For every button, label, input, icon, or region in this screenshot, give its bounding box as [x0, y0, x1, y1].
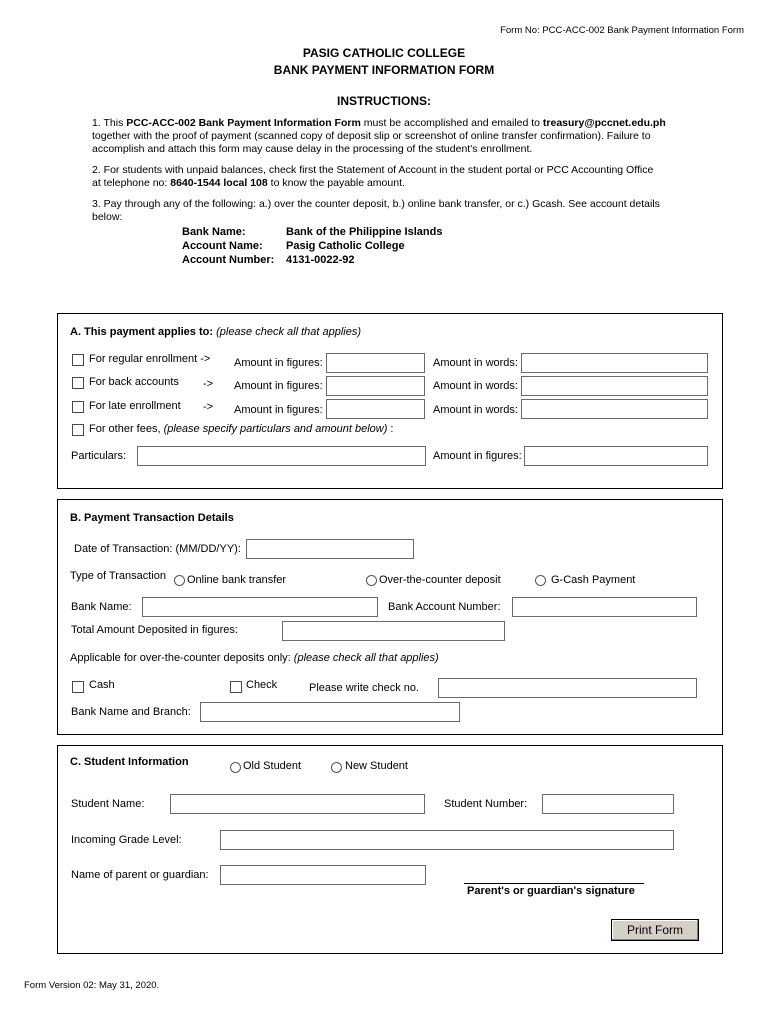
- other-amount-figures-label: Amount in figures:: [433, 450, 522, 462]
- regular-amount-figures-input[interactable]: [326, 353, 425, 373]
- form-version: Form Version 02: May 31, 2020.: [24, 980, 160, 991]
- new-student-label: New Student: [345, 760, 408, 772]
- phone-number: 8640-1544 local 108: [170, 177, 268, 189]
- form-number: Form No: PCC-ACC-002 Bank Payment Information Form: [500, 25, 744, 36]
- online-bank-transfer-label: Online bank transfer: [187, 574, 287, 586]
- applicable-label: Applicable for over-the-counter deposits only: (please check all that applies): [70, 652, 439, 664]
- bank-name-label: Bank Name:: [182, 226, 246, 238]
- old-student-label: Old Student: [243, 760, 302, 772]
- date-of-transaction-label: Date of Transaction: (MM/DD/YY):: [74, 543, 241, 555]
- cash-label: Cash: [89, 679, 115, 691]
- instruction-3: 3. Pay through any of the following: a.) over the counter deposit, b.) online bank transfer, or c.) Gcash. See account details below:: [92, 198, 660, 223]
- back-amount-figures-input[interactable]: [326, 376, 425, 396]
- late-amount-words-input[interactable]: [521, 399, 708, 419]
- bank-account-number-label: Bank Account Number:: [388, 601, 501, 613]
- parent-name-label: Name of parent or guardian:: [71, 869, 209, 881]
- account-number-label: Account Number:: [182, 254, 275, 266]
- late-amount-figures-input[interactable]: [326, 399, 425, 419]
- signature-line: [464, 883, 644, 884]
- other-fees-checkbox[interactable]: [72, 424, 84, 436]
- regular-amount-words-label: Amount in words:: [433, 357, 518, 369]
- instruction-2: 2. For students with unpaid balances, check first the Statement of Account in the student portal or PCC Accounting Office at telephone no: 8640-1544 local 108 to know the payable amount.: [92, 164, 654, 189]
- late-amount-figures-label: Amount in figures:: [234, 404, 323, 416]
- bank-name-value: Bank of the Philippine Islands: [286, 226, 443, 238]
- account-name-label: Account Name:: [182, 240, 263, 252]
- student-name-label: Student Name:: [71, 798, 145, 810]
- regular-amount-figures-label: Amount in figures:: [234, 357, 323, 369]
- college-name: PASIG CATHOLIC COLLEGE: [302, 46, 466, 60]
- form-title: BANK PAYMENT INFORMATION FORM: [273, 63, 495, 77]
- account-name-value: Pasig Catholic College: [286, 240, 405, 252]
- back-accounts-arrow: ->: [203, 378, 214, 390]
- regular-enrollment-label: For regular enrollment ->: [89, 353, 211, 365]
- bank-account-number-input[interactable]: [512, 597, 697, 617]
- grade-level-label: Incoming Grade Level:: [71, 834, 182, 846]
- section-c-title: C. Student Information: [70, 756, 189, 768]
- grade-level-input[interactable]: [220, 830, 674, 850]
- type-of-transaction-label: Type of Transaction: [70, 570, 166, 582]
- student-number-label: Student Number:: [444, 798, 528, 810]
- date-of-transaction-input[interactable]: [246, 539, 414, 559]
- bank-name-field-label: Bank Name:: [71, 601, 132, 613]
- online-bank-transfer-radio[interactable]: [174, 575, 185, 586]
- treasury-email: treasury@pccnet.edu.ph: [542, 117, 666, 129]
- particulars-input[interactable]: [137, 446, 426, 466]
- regular-amount-words-input[interactable]: [521, 353, 708, 373]
- section-b-box: [57, 499, 723, 735]
- check-number-label: Please write check no.: [309, 682, 420, 694]
- check-number-input[interactable]: [438, 678, 697, 698]
- back-amount-words-input[interactable]: [521, 376, 708, 396]
- student-number-input[interactable]: [542, 794, 674, 814]
- section-a-title: A. This payment applies to: (please check all that applies): [70, 326, 362, 338]
- gcash-payment-radio[interactable]: [535, 575, 546, 586]
- section-b-title: B. Payment Transaction Details: [70, 512, 234, 524]
- bank-branch-label: Bank Name and Branch:: [71, 706, 191, 718]
- back-amount-words-label: Amount in words:: [433, 380, 518, 392]
- cash-checkbox[interactable]: [72, 681, 84, 693]
- account-number-value: 4131-0022-92: [286, 254, 355, 266]
- check-checkbox[interactable]: [230, 681, 242, 693]
- late-enrollment-arrow: ->: [203, 401, 214, 413]
- bank-branch-input[interactable]: [200, 702, 460, 722]
- instructions-heading: INSTRUCTIONS:: [337, 94, 431, 108]
- gcash-payment-label: G-Cash Payment: [551, 574, 636, 586]
- old-student-radio[interactable]: [230, 762, 241, 773]
- new-student-radio[interactable]: [331, 762, 342, 773]
- regular-enrollment-checkbox[interactable]: [72, 354, 84, 366]
- back-amount-figures-label: Amount in figures:: [234, 380, 323, 392]
- bank-name-input[interactable]: [142, 597, 378, 617]
- over-the-counter-label: Over-the-counter deposit: [379, 574, 501, 586]
- other-fees-label: For other fees, (please specify particulars and amount below) :: [89, 423, 394, 435]
- other-amount-figures-input[interactable]: [524, 446, 708, 466]
- student-name-input[interactable]: [170, 794, 425, 814]
- late-amount-words-label: Amount in words:: [433, 404, 518, 416]
- instruction-1: 1. This PCC-ACC-002 Bank Payment Information Form must be accomplished and emailed to treasury@pccnet.edu.ph together with the proof of payment (scanned copy of deposit slip or screenshot of online transfer confirmation). Failure to accomplish and attach this form may cause delay in the processing of the student's enrollment.: [92, 117, 666, 155]
- back-accounts-checkbox[interactable]: [72, 377, 84, 389]
- particulars-label: Particulars:: [71, 450, 127, 462]
- total-amount-label: Total Amount Deposited in figures:: [71, 624, 238, 636]
- over-the-counter-radio[interactable]: [366, 575, 377, 586]
- late-enrollment-checkbox[interactable]: [72, 401, 84, 413]
- parent-name-input[interactable]: [220, 865, 426, 885]
- check-label: Check: [246, 679, 278, 691]
- signature-label: Parent's or guardian's signature: [467, 885, 635, 897]
- late-enrollment-label: For late enrollment: [89, 400, 181, 412]
- back-accounts-label: For back accounts: [89, 376, 179, 388]
- print-form-button[interactable]: Print Form: [611, 919, 699, 941]
- total-amount-input[interactable]: [282, 621, 505, 641]
